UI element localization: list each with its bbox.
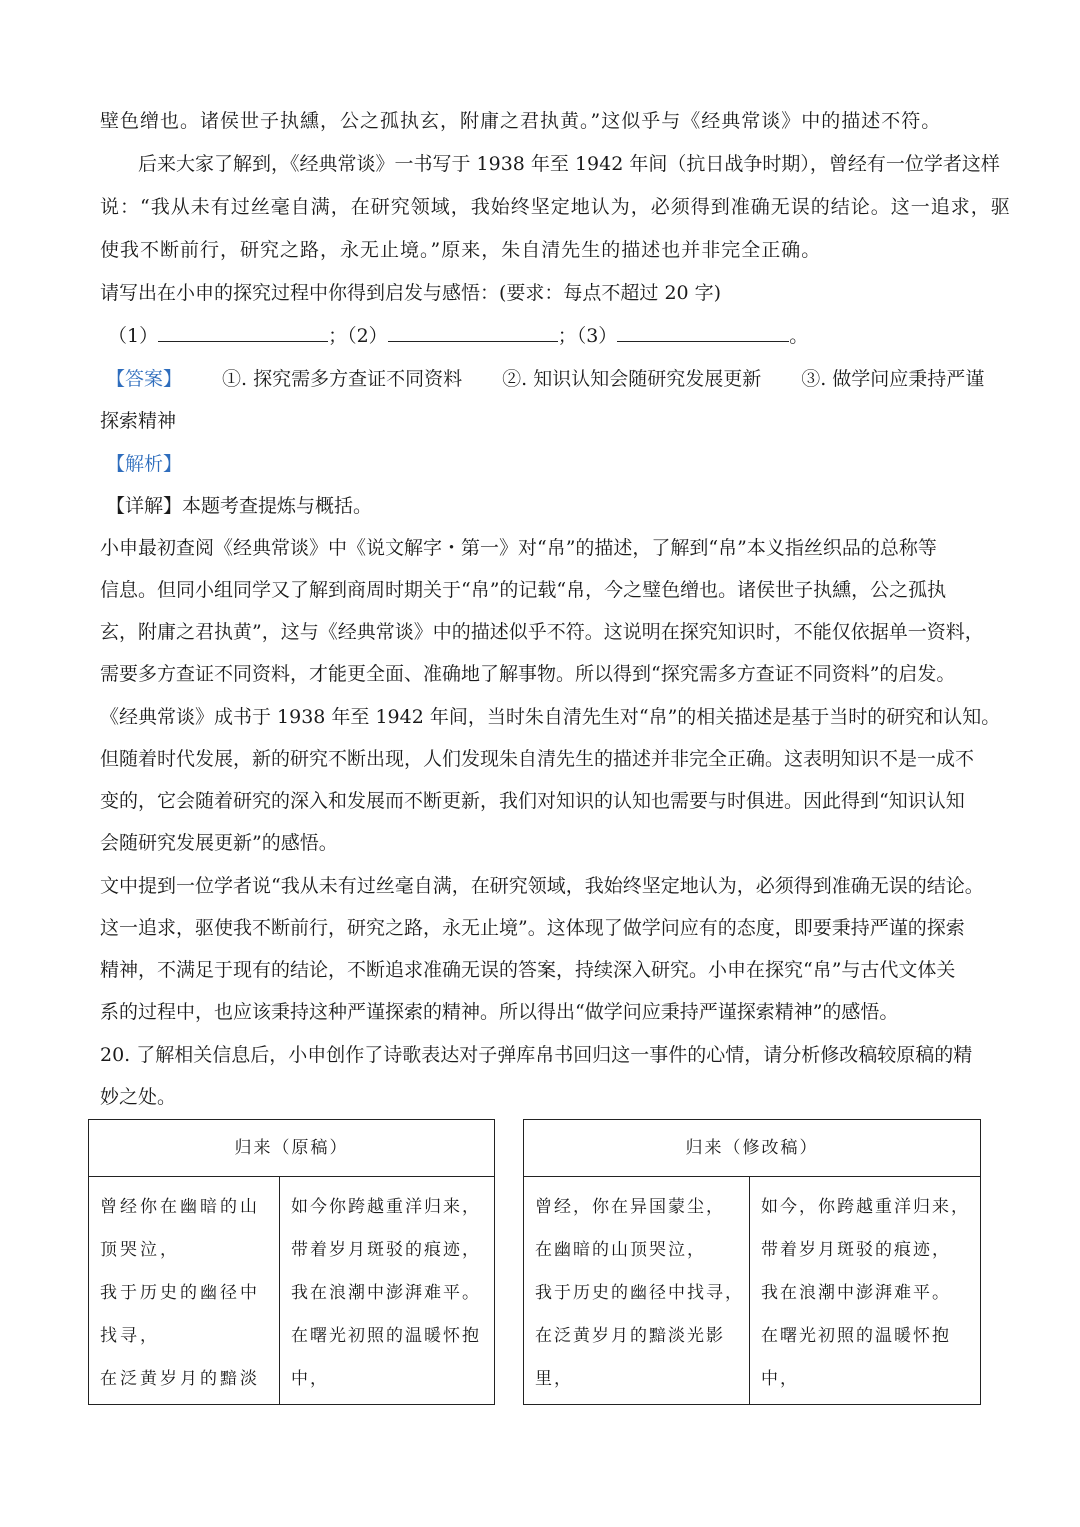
poem-line: 曾经，你在异国蒙尘， bbox=[535, 1197, 725, 1217]
poem-line: 如今你跨越重洋归来， bbox=[291, 1197, 481, 1217]
poem-line: 找寻， bbox=[100, 1326, 160, 1346]
poem-line: 我于历史的幽径中 bbox=[100, 1283, 260, 1303]
poem-column-right bbox=[280, 1176, 494, 1404]
analysis-line: 会随研究发展更新”的感悟。 bbox=[100, 832, 338, 854]
poem-column-left bbox=[524, 1176, 750, 1404]
analysis-line: 小申最初查阅《经典常谈》中《说文解字・第一》对“帛”的描述，了解到“帛”本义指丝织品的总称等 bbox=[100, 537, 937, 559]
answer-line bbox=[106, 366, 991, 392]
answer-item-1: ①. 探究需多方查证不同资料 bbox=[222, 368, 463, 390]
poem-line: 在曙光初照的温暖怀抱 bbox=[291, 1326, 481, 1346]
poem-line: 中， bbox=[291, 1369, 329, 1389]
poem-line: 在泛黄岁月的黯淡 bbox=[100, 1369, 260, 1389]
blank-3-label: ；（3） bbox=[557, 325, 618, 347]
analysis-line: 但随着时代发展，新的研究不断出现，人们发现朱自清先生的描述并非完全正确。这表明知识不是一成不 bbox=[100, 748, 975, 770]
analysis-line: 这一追求，驱使我不断前行，研究之路，永无止境”。这体现了做学问应有的态度，即要秉持严谨的探索 bbox=[100, 917, 965, 939]
answer-continuation: 探索精神 bbox=[100, 410, 177, 432]
poem-line: 顶哭泣， bbox=[100, 1240, 180, 1260]
analysis-line: 需要多方查证不同资料，才能更全面、准确地了解事物。所以得到“探究需多方查证不同资料”的启发。 bbox=[100, 663, 956, 685]
analysis-line: 系的过程中，也应该秉持这种严谨探索的精神。所以得出“做学问应秉持严谨探索精神”的感悟。 bbox=[100, 1001, 899, 1023]
answer-blanks-row bbox=[108, 323, 993, 349]
poem-line: 在幽暗的山顶哭泣， bbox=[535, 1240, 706, 1260]
answer-item-3: ③. 做学问应秉持严谨 bbox=[801, 368, 985, 390]
poem-line: 曾经你在幽暗的山 bbox=[100, 1197, 260, 1217]
poem-line: 中， bbox=[761, 1369, 799, 1389]
analysis-line: 信息。但同小组同学又了解到商周时期关于“帛”的记载“帛，今之璧色缯也。诸侯世子执纁，公之孤执 bbox=[100, 579, 947, 601]
blank-2-label: ；（2） bbox=[328, 325, 388, 347]
poem-table-original bbox=[88, 1119, 495, 1405]
poem-line: 带着岁月斑驳的痕迹， bbox=[761, 1240, 951, 1260]
paragraph-line: 壁色缯也。诸侯世子执纁，公之孤执玄，附庸之君执黄。”这似乎与《经典常谈》中的描述不符。 bbox=[100, 110, 942, 132]
analysis-line: 玄，附庸之君执黄”，这与《经典常谈》中的描述似乎不符。这说明在探究知识时，不能仅依据单一资料， bbox=[100, 621, 984, 643]
poem-line: 我于历史的幽径中找寻， bbox=[535, 1283, 744, 1303]
question-20-line: 妙之处。 bbox=[100, 1086, 177, 1108]
poem-line: 我在浪潮中澎湃难平。 bbox=[761, 1283, 951, 1303]
poem-column-right bbox=[750, 1176, 980, 1404]
poem-line: 如今，你跨越重洋归来， bbox=[761, 1197, 970, 1217]
analysis-tag: 【解析】 bbox=[106, 453, 183, 475]
table-title: 归来（原稿） bbox=[89, 1120, 494, 1177]
blank-1-label: （1） bbox=[108, 325, 159, 347]
answer-blank-3[interactable] bbox=[617, 323, 789, 342]
poem-line: 带着岁月斑驳的痕迹， bbox=[291, 1240, 481, 1260]
analysis-line: 精神，不满足于现有的结论，不断追求准确无误的答案，持续深入研究。小申在探究“帛”与古代文体关 bbox=[100, 959, 956, 981]
poem-line: 我在浪潮中澎湃难平。 bbox=[291, 1283, 481, 1303]
table-title: 归来（修改稿） bbox=[524, 1120, 980, 1177]
answer-blank-1[interactable] bbox=[158, 323, 328, 342]
blanks-end: 。 bbox=[789, 325, 809, 347]
analysis-line: 变的，它会随着研究的深入和发展而不断更新，我们对知识的认知也需要与时俱进。因此得到“知识认知 bbox=[100, 790, 965, 812]
answer-blank-2[interactable] bbox=[388, 323, 558, 342]
paragraph-line: 说：“我从未有过丝毫自满，在研究领域，我始终坚定地认为，必须得到准确无误的结论。这一追求，驱 bbox=[100, 196, 1011, 218]
analysis-line: 文中提到一位学者说“我从未有过丝毫自满，在研究领域，我始终坚定地认为，必须得到准确无误的结论。 bbox=[100, 875, 984, 897]
analysis-line: 《经典常谈》成书于 1938 年至 1942 年间，当时朱自清先生对“帛”的相关描述是基于当时的研究和认知。 bbox=[100, 706, 1001, 728]
answer-tag: 【答案】 bbox=[106, 368, 183, 390]
poem-line: 在曙光初照的温暖怀抱 bbox=[761, 1326, 951, 1346]
paragraph-line: 后来大家了解到，《经典常谈》一书写于 1938 年至 1942 年间（抗日战争时期），曾经有一位学者这样 bbox=[138, 153, 1000, 175]
question-prompt: 请写出在小申的探究过程中你得到启发与感悟：(要求：每点不超过 20 字) bbox=[100, 282, 722, 304]
poem-line: 里， bbox=[535, 1369, 573, 1389]
poem-line: 在泛黄岁月的黯淡光影 bbox=[535, 1326, 725, 1346]
poem-column-left bbox=[89, 1176, 280, 1404]
question-20-line: 20. 了解相关信息后，小申创作了诗歌表达对子弹库帛书回归这一事件的心情，请分析修改稿较原稿的精 bbox=[100, 1044, 973, 1066]
poem-table-revised bbox=[523, 1119, 981, 1405]
paragraph-line: 使我不断前行，研究之路，永无止境。”原来，朱自清先生的描述也并非完全正确。 bbox=[100, 239, 822, 261]
answer-item-2: ②. 知识认知会随研究发展更新 bbox=[502, 368, 762, 390]
detail-heading: 【详解】本题考查提炼与概括。 bbox=[106, 495, 373, 517]
